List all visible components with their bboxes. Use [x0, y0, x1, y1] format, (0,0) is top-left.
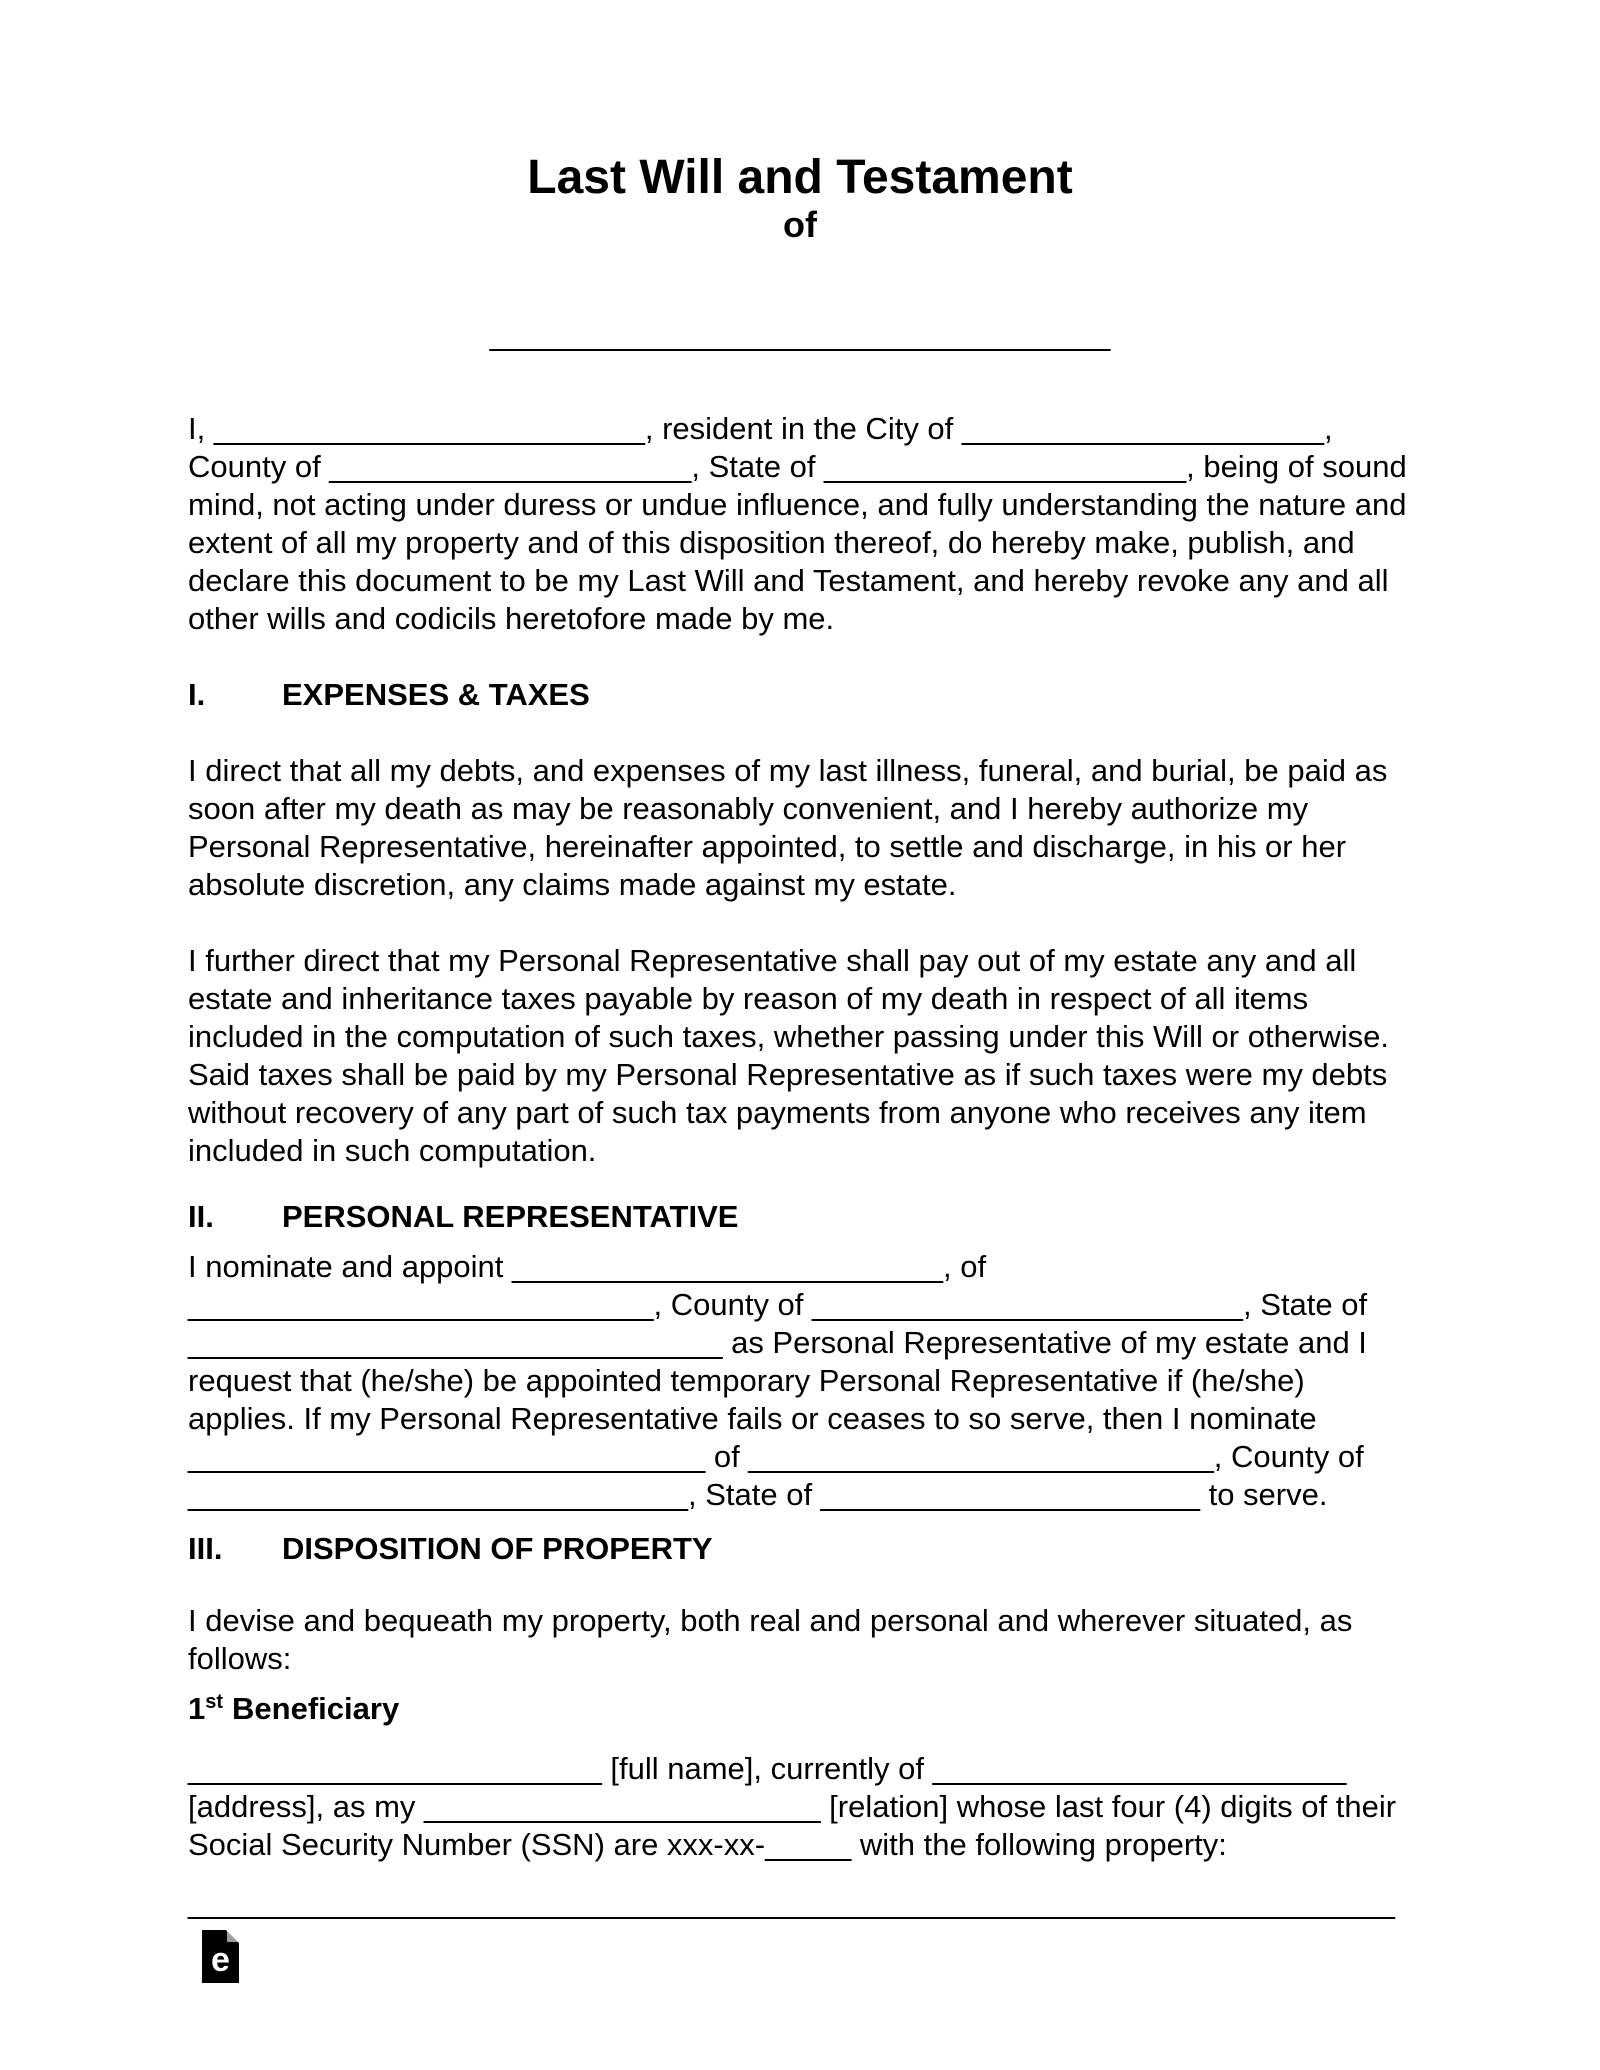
testator-name-blank: ____________________________________ — [489, 317, 1111, 352]
intro-paragraph: I, _________________________, resident in the City of _____________________, County of _____________________, State of _____________________, being of sound mind, not acting under duress or undue influence, and fully understanding the nature and extent of all my property and of this disposition thereof, do hereby make, publish, and declare this document to be my Last Will and Testament, and hereby revoke any and all other wills and codicils heretofore made by me. — [188, 411, 1407, 636]
document-subtitle: of — [783, 204, 817, 245]
section-expenses-paragraph-1: I direct that all my debts, and expenses of my last illness, funeral, and burial, be paid as soon after my death as may be reasonably convenient, and I hereby authorize my Personal Representative, hereinafter appointed, to settle and discharge, in his or her absolute discretion, any claims made against my estate. — [188, 753, 1388, 902]
section-disposition-paragraph: I devise and bequeath my property, both real and personal and wherever situated, as follows: — [188, 1603, 1353, 1676]
section-disposition-number: III. — [188, 1531, 223, 1566]
first-beneficiary-heading — [188, 1690, 1412, 1732]
beneficiary-ordinal-suffix: st — [205, 1691, 224, 1713]
section-personal-representative-number: II. — [188, 1199, 214, 1234]
section-personal-representative-paragraph: I nominate and appoint _________________________, of ___________________________, County of _________________________, State of _______________________________ as Personal Representative of my estate and I request that (he/she) be appointed temporary Personal Representative if (he/she) applies. If my Personal Representative fails or ceases to so serve, then I nominate ______________________________ of ___________________________, County of _____________________________, State of ______________________ to serve. — [188, 1249, 1368, 1512]
section-expenses-title: EXPENSES & TAXES — [282, 677, 590, 712]
document-title: Last Will and Testament — [527, 151, 1073, 204]
section-disposition-title: DISPOSITION OF PROPERTY — [282, 1531, 713, 1566]
first-beneficiary-paragraph: ________________________ [full name], currently of ________________________ [address], as my _______________________ [relation] whose last four (4) digits of their Social Security Number (SSN) are xxx-xx-_____ with the following property: — [188, 1751, 1397, 1862]
section-expenses-heading — [188, 676, 1412, 714]
section-disposition-heading — [188, 1530, 1412, 1568]
section-expenses-paragraph-2: I further direct that my Personal Representative shall pay out of my estate any and all estate and inheritance taxes payable by reason of my death in respect of all items included in the computation of such taxes, whether passing under this Will or otherwise. Said taxes shall be paid by my Personal Representative as if such taxes were my debts without recovery of any part of such tax payments from anyone who receives any item included in such computation. — [188, 943, 1390, 1168]
section-personal-representative-heading — [188, 1198, 1412, 1236]
section-personal-representative-title: PERSONAL REPRESENTATIVE — [282, 1199, 739, 1234]
property-write-in-blank: ______________________________________________________________________ — [188, 1885, 1395, 1920]
beneficiary-ordinal-number: 1 — [188, 1691, 206, 1726]
eforms-logo — [202, 1930, 239, 1983]
eforms-logo-letter: e — [211, 1941, 230, 1980]
beneficiary-label: Beneficiary — [232, 1691, 400, 1726]
section-expenses-number: I. — [188, 677, 206, 712]
